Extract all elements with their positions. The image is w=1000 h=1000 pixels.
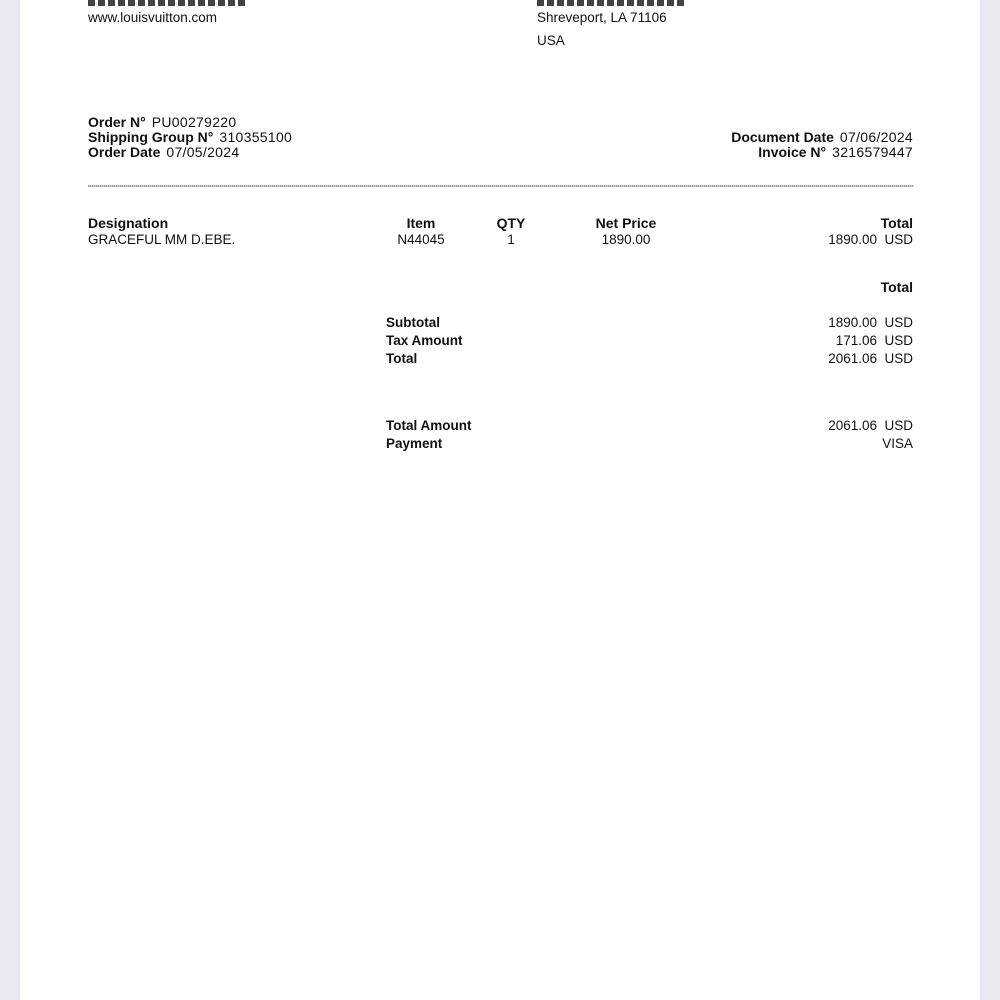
order-number-label: Order N° [88, 114, 146, 130]
invoice-number-label: Invoice N° [758, 144, 827, 160]
totals-header: Total [880, 279, 913, 295]
order-date-label: Order Date [88, 144, 161, 160]
subtotal-label: Subtotal [386, 315, 440, 330]
shipping-group-value: 310355100 [219, 129, 293, 145]
customer-city-line: Shreveport, LA 71106 [537, 10, 667, 25]
row-designation: GRACEFUL MM D.EBE. [88, 232, 236, 247]
header-designation: Designation [88, 215, 169, 231]
row-total: 1890.00 USD [828, 232, 913, 247]
invoice-number-value: 3216579447 [832, 144, 913, 160]
payment-value: VISA [882, 436, 913, 451]
header-item: Item [406, 215, 436, 231]
header-qty: QTY [496, 215, 526, 231]
row-qty: 1 [507, 232, 515, 247]
order-number-value: PU00279220 [151, 114, 237, 130]
total-value: 2061.06 USD [828, 351, 913, 366]
header-net-price: Net Price [595, 215, 657, 231]
total-amount-label: Total Amount [386, 418, 472, 433]
tax-amount-label: Tax Amount [386, 333, 463, 348]
row-item: N44045 [397, 232, 445, 247]
customer-country: USA [537, 33, 565, 48]
clipped-seller-email-line [88, 0, 248, 6]
clipped-customer-street-line [537, 0, 687, 6]
invoice-number-line [758, 144, 913, 160]
seller-website: www.louisvuitton.com [88, 10, 218, 25]
total-amount-value: 2061.06 USD [828, 418, 913, 433]
total-label: Total [386, 351, 418, 366]
invoice-page [20, 0, 980, 1000]
document-date-value: 07/06/2024 [839, 129, 913, 145]
shipping-group-label: Shipping Group N° [88, 129, 214, 145]
section-divider [88, 185, 914, 187]
order-date-value: 07/05/2024 [166, 144, 240, 160]
order-date-line [88, 144, 239, 160]
document-date-line [731, 129, 913, 145]
tax-amount-value: 171.06 USD [835, 333, 913, 348]
header-total: Total [880, 215, 913, 231]
document-date-label: Document Date [731, 129, 834, 145]
shipping-group-line [88, 129, 292, 145]
order-number-line [88, 114, 236, 130]
subtotal-value: 1890.00 USD [828, 315, 913, 330]
payment-label: Payment [386, 436, 443, 451]
row-net-price: 1890.00 [601, 232, 651, 247]
